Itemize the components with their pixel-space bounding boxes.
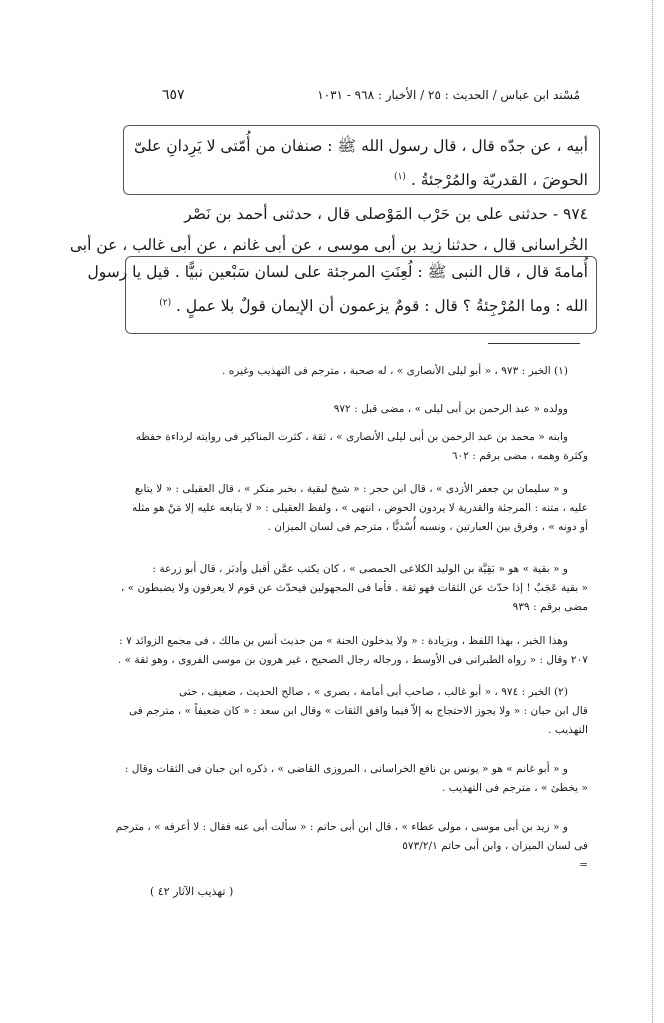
footnote-1-zawaid bbox=[118, 632, 588, 670]
footnote-1-baqiyya bbox=[118, 560, 588, 617]
footnote-line: وهذا الخبر ، بهذا اللفظ ، وبزيادة : « ولا يدخلون الجنة » من حديث أنس بن مالك ، فى مجمع الزوائد ٧ : bbox=[119, 635, 568, 647]
footnote-1-son bbox=[118, 400, 588, 419]
text-line: الخُراسانى قال ، حدثنا زيد بن أبى موسى ، عن أبى غانم ، عن أبى غالب ، عن أبى bbox=[69, 236, 588, 254]
footnote-line: التهذيب . bbox=[548, 724, 588, 736]
footnote-marker[interactable]: (٢) bbox=[159, 298, 172, 308]
footnote-2-block bbox=[118, 683, 588, 740]
continuation-mark: = bbox=[579, 859, 588, 871]
text-line: الحوضَ ، القدريّة والمُرْجئةُ . $^{(١)}$ bbox=[394, 171, 588, 190]
footnote-2-zayd bbox=[115, 818, 588, 875]
footnote-separator bbox=[488, 343, 580, 344]
footnote-line: مضى برقم : ٩٣٩ bbox=[512, 601, 588, 613]
text-line: أبيه ، عن جدّه قال ، قال رسول الله ﷺ : صنفان من أُمّتى لا يَرِدانِ علىّ bbox=[134, 137, 588, 155]
footnote-line: (١) الخبر : ٩٧٣ ، « أبو ليلى الأنصارى » ، له صحبة ، مترجم فى التهذيب وغيره . bbox=[221, 365, 568, 377]
footnote-1-block bbox=[118, 362, 588, 381]
page-header bbox=[150, 88, 580, 108]
hadith-box-1-text bbox=[128, 131, 588, 196]
footnote-2-abu-ghanim bbox=[118, 760, 588, 798]
footnote-line: أو دونه » ، وفرق بين العبارتين ، ونسبه أُسْديًّا ، مترجم فى لسان الميزان . bbox=[267, 521, 588, 533]
footnote-line: وابنه « محمد بن عبد الرحمن بن أبى ليلى الأنصارى » ، ثقة ، كثرت المناكير فى روايته لرداءة حفظه bbox=[135, 431, 568, 443]
page-number: ٦٥٧ bbox=[162, 87, 185, 103]
footnote-line: « يخطئ » ، مترجم فى التهذيب . bbox=[441, 782, 588, 794]
running-title: مُسْند ابن عباس / الحديث : ٢٥ / الأخبار : ٩٦٨ - ١٠٣١ bbox=[317, 88, 580, 102]
text-line: ٩٧٤ - حدثنى على بن حَرْب المَوْصلى قال ، حدثنى أحمد بن نَصْر bbox=[184, 205, 588, 223]
footnote-line: قال ابن حبان : « ولا يجوز الاحتجاج به إلاّ فيما وافق الثقات » وقال ابن سعد : « كان ضعيفاً » ، مترجم فى bbox=[128, 705, 588, 717]
footnote-line: وكثرة وهمه ، مضى برقم : ٦٠٢ bbox=[451, 450, 588, 462]
footnote-line: و « أبو غانم » هو « يونس بن نافع الخراسانى ، المروزى القاضى » ، ذكره ابن حبان فى الثقات وقال : bbox=[124, 763, 568, 775]
footnote-line: ٢٠٧ وقال : « رواه الطبرانى فى الأوسط ، ورجاله رجال الصحيح ، غير هرون بن موسى الفروى ، وهو ثقة » . bbox=[117, 654, 588, 666]
text-line: أُمامةَ قال ، قال النبى ﷺ : لُعِنَتِ المرجئة على لسان سَبْعين نبيًّا . قيل يا رسول bbox=[87, 263, 588, 281]
footnote-line: (٢) الخبر : ٩٧٤ ، « أبو غالب ، صاحب أبى أمامة ، بصرى » ، صالح الحديث ، ضعيف ، حتى bbox=[178, 686, 568, 698]
hadith-974-text bbox=[69, 199, 588, 261]
page-edge-line bbox=[652, 0, 653, 1023]
footnote-1-grandson bbox=[118, 428, 588, 466]
footnote-line: و « زيد بن أبى موسى ، مولى عطاء » ، قال ابن أبى حاتم : « سألت أبى عنه فقال : لا أعرفه » ، مترجم bbox=[115, 821, 568, 833]
footnote-line: و « بقية » هو « بَقِيَّة بن الوليد الكلاعى الحمصى » ، كان يكتب عمَّن أقبل وأدبَر ، قال أبو زرعة : bbox=[152, 563, 568, 575]
hadith-box-2-text bbox=[87, 257, 588, 322]
footnote-line: وولده « عبد الرحمن بن أبى ليلى » ، مضى قبل : ٩٧٢ bbox=[333, 403, 568, 415]
footnote-line: « بقية عَجَبٌ ! إذا حدّث عن الثقات فهو ثقة . فأما فى المجهولين فيحدّث عن قوم لا يعرفون ولا يضبطون » ، bbox=[120, 582, 588, 594]
volume-signature: ( تهذيب الآثار ٤٢ ) bbox=[150, 885, 234, 898]
footnote-line: فى لسان الميزان ، وابن أبى حاتم ٥٧٣/٢/١ bbox=[402, 840, 588, 852]
footnote-line: و « سليمان بن جعفر الأزدى » ، قال ابن حجر : « شيخ لبقية ، بخبر منكر » ، قال العقيلى : « لا يتابع bbox=[134, 483, 568, 495]
footnote-1-sulayman bbox=[118, 480, 588, 537]
footnote-marker[interactable]: (١) bbox=[394, 172, 406, 182]
text-line: الله : وما المُرْجِئةُ ؟ قال : قومٌ يزعمون أن الإيمان قولٌ بلا عملٍ . $^{(٢)}$ bbox=[159, 297, 588, 316]
footnote-line: عليه ، متنه : المرجئة والقدرية لا يردون الحوض ، انتهى » ، ولفظ العقيلى : « لا يتابعه عليه إلا مَنْ هو مثله bbox=[132, 502, 588, 514]
